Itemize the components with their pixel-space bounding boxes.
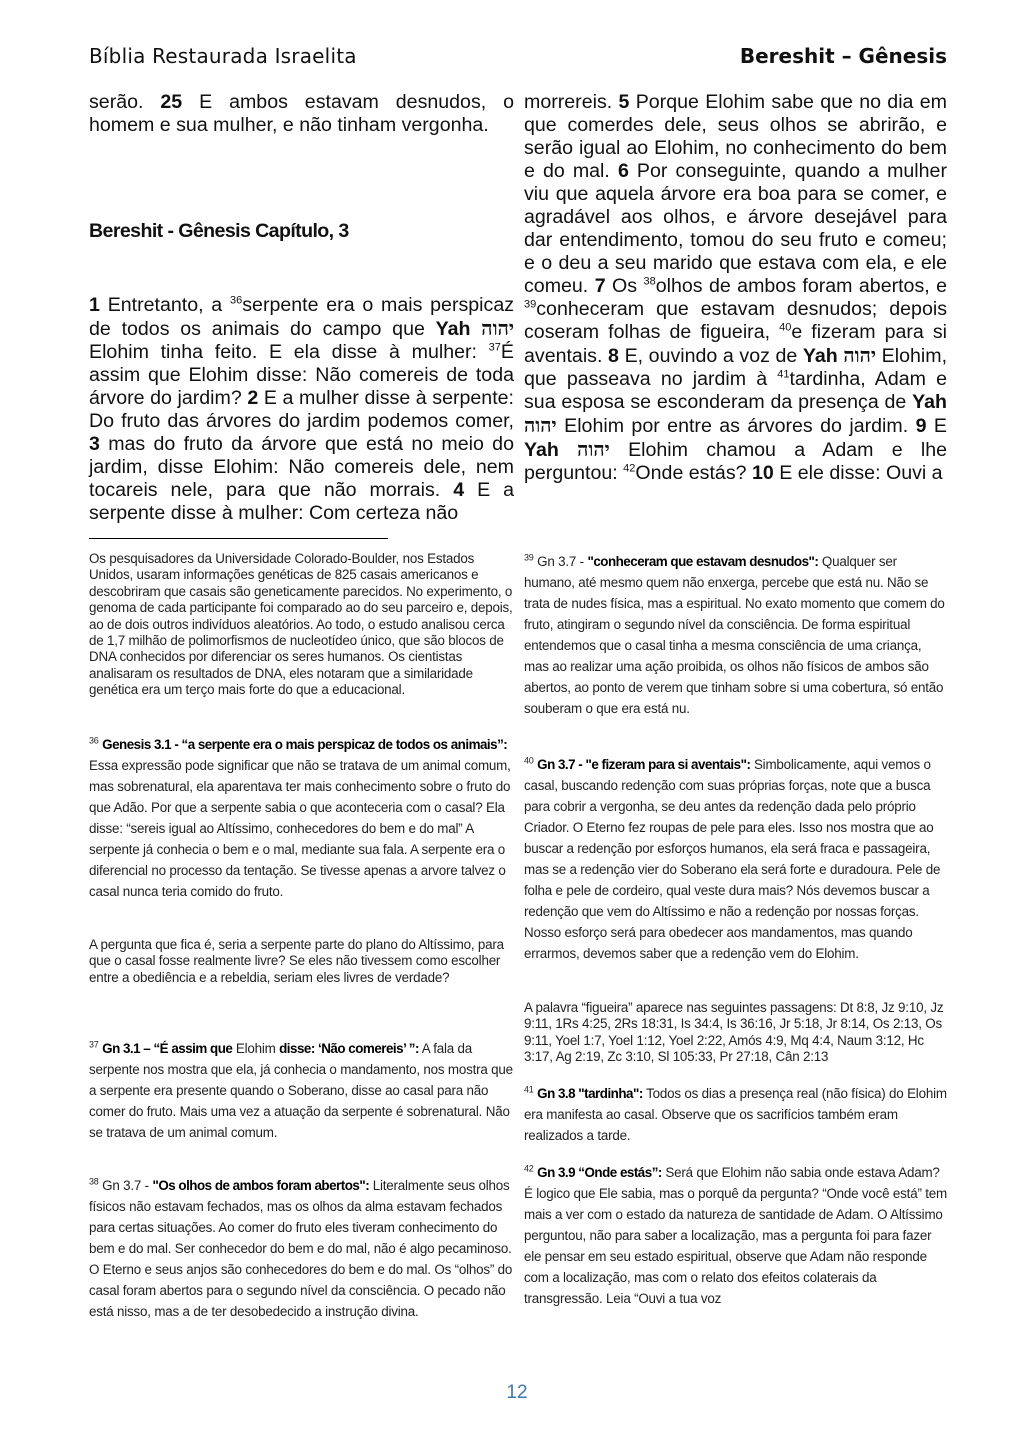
- footnote-continuation: Os pesquisadores da Universidade Colorado-Boulder, nos Estados Unidos, usaram informações genéticas de 825 casais americanos e descobriram que casais são geneticamente parecidos. No experimento, o genoma de cada participante foi comparado ao do seu parceiro e, depois, ao de dois outros indivíduos aleatórios. Ao todo, o estudo analisou cerca de 1,7 milhão de polimorfismos de nucleotídeo único, que são blocos de DNA conhecidos por diferenciar os seres humanos. Os cientistas analisaram os resultados de DNA, eles notaram que a similaridade genética era um terço mais forte do que a educacional.: [89, 551, 513, 698]
- footnote-number: 37: [89, 1039, 99, 1050]
- verse-number: 2: [247, 387, 259, 409]
- divine-name-yah: Yah: [524, 439, 559, 461]
- footnote-number: 41: [524, 1084, 534, 1095]
- verse-number: 7: [594, 275, 606, 297]
- footnote-number: 40: [524, 755, 534, 766]
- footnote-title: "conheceram que estavam desnudos":: [587, 554, 819, 569]
- footnote-40: $^{40}$ Gn 3.7 - "e fizeram para si aventais": Simbolicamente, aqui vemos o casal, buscando redenção com suas próprias forças, note que a busca para cobrir a vergonha, se deu antes da redenção dada pelo próprio Criador. O Eterno fez roupas de pele para eles. Isso nos mostra que ao buscar a redenção por esforços humanos, ela será fraca e passageira, mas se a redenção vier do Soberano ela será forte e duradoura. Pele de folha e pele de cordeiro, qual veste dura mais? Nós devemos buscar a redenção que vem do Altíssimo e não a redenção por nossas forças. Nosso esforço será para obedecer aos mandamentos, mas quando errarmos, devemos saber que a redenção vem do Elohim.: [524, 755, 941, 961]
- verse-number: 4: [453, 479, 465, 501]
- divine-name-yhwh: יהוה: [524, 414, 557, 437]
- chapter-heading: Bereshit - Gênesis Capítulo, 3: [89, 220, 349, 242]
- footnote-38: $^{38}$ Gn 3.7 - "Os olhos de ambos foram abertos": Literalmente seus olhos físicos não estavam fechados, mas os olhos da alma estavam fechados para certas situações. Ao comer do fruto eles tiveram conhecimento do bem e do mal. Ser conhecedor do bem e do mal, não é algo pecaminoso. O Eterno e seus anjos são conhecedores do bem e do mal. Os “olhos” do casal foram abertos para o segundo nível da consciência. O pecado não está nisso, mas a de ter desobedecido a instrução divina.: [89, 1176, 513, 1319]
- footnote-36: $^{36}$ Genesis 3.1 - “a serpente era o mais perspicaz de todos os animais”: Essa expressão pode significar que não se tratava de um animal comum, mas sobrenatural, ela aparentava ter mais conhecimento sobre o fruto do que Adão. Por que a serpente sabia o que aconteceria com o casal? Ela disse: “sereis igual ao Altíssimo, conhecedores do bem e do mal” A serpente já conhecia o bem e o mal, mediante sua fala. A serpente era o diferencial no processo da tentação. Se tivesse apenas a arvore talvez o casal nunca teria comido do fruto.: [89, 735, 511, 899]
- section-title: Bereshit – Gênesis: [739, 44, 947, 68]
- footnote-number: 39: [524, 552, 534, 563]
- footnote-ref-40[interactable]: 40: [779, 321, 792, 334]
- verse-25: serão. 25 E ambos estavam desnudos, o homem e sua mulher, e não tinham vergonha.: [89, 91, 514, 136]
- left-text-column: [89, 91, 514, 525]
- chapter-3-text: 1 Entretanto, a $^{36}$serpente era o mais perspicaz de todos os animais do campo que Yah יהוה Elohim tinha feito. E ela disse à mulher: $^{37}$É assim que Elohim disse: Não comereis de toda árvore do jardim? 2 E a mulher disse à serpente: Do fruto das árvores do jardim podemos comer, 3 mas do fruto da árvore que está no meio do jardim, disse Elohim: Não comereis dele, nem tocareis nele, para que não morrais. 4 E a serpente disse à mulher: Com certeza não: [89, 294, 515, 524]
- footnote-ref-38[interactable]: 38: [643, 275, 656, 288]
- verse-number: 6: [617, 160, 629, 182]
- page-number: 12: [506, 1382, 528, 1403]
- footnote-ref-39[interactable]: 39: [524, 298, 537, 311]
- footnote-ref-42[interactable]: 42: [623, 462, 636, 475]
- page-header: [89, 44, 947, 74]
- footnote-title: "Os olhos de ambos foram abertos":: [152, 1178, 370, 1193]
- footnote-title: Gn 3.9 “Onde estás”:: [537, 1165, 662, 1180]
- footnote-ref-36[interactable]: 36: [230, 294, 243, 307]
- divine-name-yhwh: יהוה: [577, 438, 610, 461]
- footnote-42: $^{42}$ Gn 3.9 “Onde estás”: Será que Elohim não sabia onde estava Adam? É logico que Ele sabia, mas o porquê da pergunta? “Onde você está” tem mais a ver com o estado da natureza de santidade de Adam. O Altíssimo perguntou, não para saber a localização, mas a pergunta foi para fazer ele pensar em seu estado espiritual, observe que Adam não responde com a localização, mas com o relato dos efeitos colaterais da transgressão. Leia “Ouvi a tua voz: [524, 1163, 947, 1306]
- footnote-separator: [89, 538, 388, 539]
- footnote-36-paragraph-2: A pergunta que fica é, seria a serpente parte do plano do Altíssimo, para que o casal fosse realmente livre? Se eles não tivessem como escolher entre a obediência e a rebeldia, seriam eles livres de verdade?: [89, 937, 504, 985]
- footnote-title: Gn 3.8 "tardinha":: [537, 1086, 643, 1101]
- footnote-number: 38: [89, 1176, 99, 1187]
- footnote-ref-37[interactable]: 37: [488, 341, 501, 354]
- footnote-title: Gn 3.7 - "e fizeram para si aventais":: [537, 757, 751, 772]
- verse-number: 8: [608, 345, 619, 367]
- verse-number: 1: [89, 294, 100, 316]
- verse-number: 3: [89, 433, 100, 455]
- verse-number: 25: [160, 91, 183, 113]
- footnote-40-paragraph-2: A palavra “figueira” aparece nas seguintes passagens: Dt 8:8, Jz 9:10, Jz 9:11, 1Rs 4:25, 2Rs 18:31, Is 34:4, Is 36:16, Jr 5:18, Jr 8:14, Os 2:13, Os 9:11, Yoel 1:7, Yoel 1:12, Yoel 2:22, Amós 4:9, Mq 4:4, Naum 3:12, Hc 3:17, Ag 2:19, Zc 3:10, Sl 105:33, Pr 27:18, Cân 2:13: [524, 1000, 944, 1065]
- verses-5-10: morrereis. 5 Porque Elohim sabe que no dia em que comerdes dele, seus olhos se abrirão, e serão igual ao Elohim, no conhecimento do bem e do mal. 6 Por conseguinte, quando a mulher viu que aquela árvore era boa para se comer, e agradável aos olhos, e árvore desejável para dar entendimento, tomou do seu fruto e comeu; e o deu a seu marido que estava com ela, e ele comeu. 7 Os $^{38}$olhos de ambos foram abertos, e $^{39}$conheceram que estavam desnudos; depois coseram folhas de figueira, $^{40}$e fizeram para si aventais. 8 E, ouvindo a voz de Yah יהוה Elohim, que passeava no jardim à $^{41}$tardinha, Adam e sua esposa se esconderam da presença de Yah יהוה Elohim por entre as árvores do jardim. 9 E Yah יהוה Elohim chamou a Adam e lhe perguntou: $^{42}$Onde estás? 10 E ele disse: Ouvi a: [524, 91, 948, 484]
- book-title: Bíblia Restaurada Israelita: [89, 44, 357, 68]
- footnote-39: $^{39}$ Gn 3.7 - "conheceram que estavam desnudos": Qualquer ser humano, até mesmo quem não enxerga, percebe que está nu. Não se trata de nudes física, mas a espiritual. No exato momento que comem do fruto, atingiram o segundo nível da consciência. De forma espiritual entendemos que o casal tinha a mesma consciência de uma criança, mas ao realizar uma ação proibida, os olhos não físicos de ambos são abertos, ao ponto de verem que tinham sobre si uma cobertura, só então souberam o que era está nu.: [524, 552, 945, 716]
- divine-name-yah: Yah: [912, 391, 947, 413]
- footnote-ref-41[interactable]: 41: [777, 368, 790, 381]
- footnote-title: Genesis 3.1 - “a serpente era o mais perspicaz de todos os animais”:: [102, 737, 508, 752]
- divine-name-yhwh: יהוה: [481, 317, 514, 340]
- divine-name-yah: Yah: [435, 318, 471, 340]
- divine-name-yah: Yah: [802, 345, 838, 367]
- verse-number: 5: [618, 91, 630, 113]
- verse-number: 9: [915, 415, 927, 437]
- footnote-37: $^{37}$ Gn 3.1 – “É assim que Elohim disse: ‘Não comereis’ ”: A fala da serpente nos mostra que ela, já conhecia o mandamento, nos mostra que a serpente era presente quando o Soberano, disse ao casal para não comer do fruto. Mais uma vez a atuação da serpente é sobrenatural. Não se tratava de um animal comum.: [89, 1039, 513, 1140]
- footnote-number: 36: [89, 735, 99, 746]
- verse-number: 10: [751, 462, 774, 484]
- divine-name-yhwh: יהוה: [843, 344, 877, 367]
- right-text-column: [524, 91, 947, 485]
- footnote-number: 42: [524, 1163, 534, 1174]
- footnote-41: $^{41}$ Gn 3.8 "tardinha": Todos os dias a presença real (não física) do Elohim era manifesta ao casal. Observe que os sacrifícios também eram realizados a tarde.: [524, 1084, 947, 1143]
